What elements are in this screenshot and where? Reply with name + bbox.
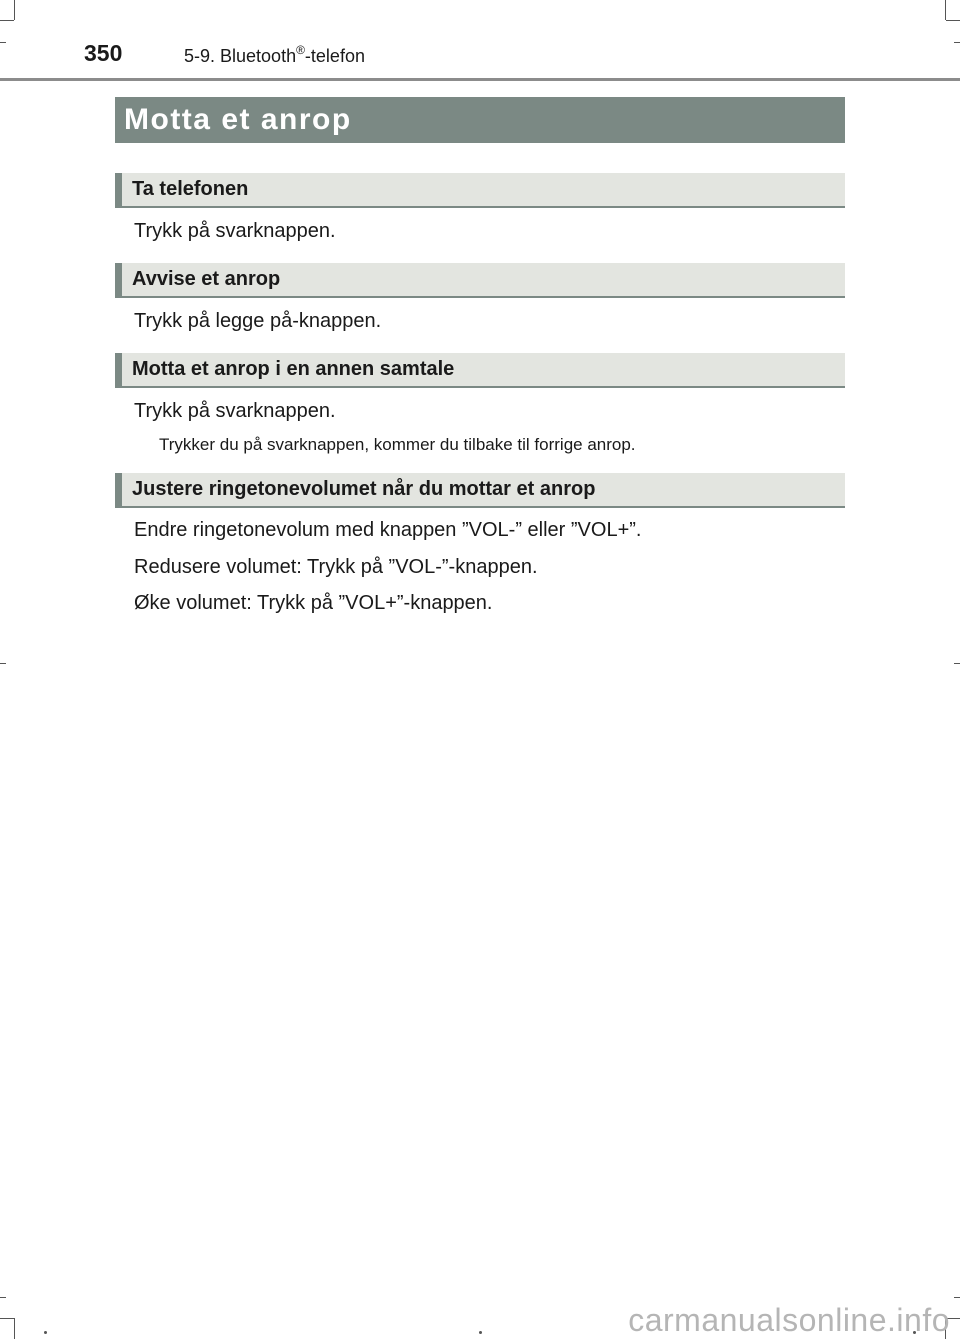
crop-mark (0, 1318, 14, 1319)
registered-mark: ® (296, 43, 305, 57)
watermark: carmanualsonline.info (628, 1302, 950, 1338)
crop-mark (954, 663, 960, 664)
crop-mark (945, 0, 946, 20)
crop-mark (0, 1297, 6, 1298)
chapter-title (184, 43, 365, 67)
section-heading-ta-telefonen: Ta telefonen (115, 173, 845, 208)
section-heading-justere-ringetonevolum: Justere ringetonevolumet når du mottar et anrop (115, 473, 845, 508)
crop-mark (14, 1318, 15, 1339)
crop-mark (954, 42, 960, 43)
section-note: Trykker du på svarknappen, kommer du tilbake til forrige anrop. (159, 435, 636, 454)
section-text: Trykk på svarknappen. (134, 400, 336, 422)
section-text: Endre ringetonevolum med knappen ”VOL-” eller ”VOL+”. (134, 519, 642, 541)
page-title: Motta et anrop (115, 97, 845, 143)
crop-mark (0, 663, 6, 664)
crop-mark (954, 1297, 960, 1298)
chapter-prefix: 5-9. Bluetooth (184, 46, 297, 66)
crop-mark (0, 20, 14, 21)
section-heading-motta-i-annen-samtale: Motta et anrop i en annen samtale (115, 353, 845, 388)
section-text: Trykk på legge på-knappen. (134, 310, 382, 332)
crop-mark (44, 1331, 47, 1334)
section-text: Trykk på svarknappen. (134, 220, 336, 242)
section-text: Redusere volumet: Trykk på ”VOL-”-knappen. (134, 556, 538, 578)
section-text: Øke volumet: Trykk på ”VOL+”-knappen. (134, 592, 493, 614)
header-rule (0, 78, 960, 81)
crop-mark (0, 42, 6, 43)
crop-mark (14, 0, 15, 20)
section-heading-avvise-et-anrop: Avvise et anrop (115, 263, 845, 298)
page-number: 350 (84, 40, 123, 66)
crop-mark (946, 20, 960, 21)
crop-mark (479, 1331, 482, 1334)
chapter-suffix: -telefon (304, 46, 365, 66)
